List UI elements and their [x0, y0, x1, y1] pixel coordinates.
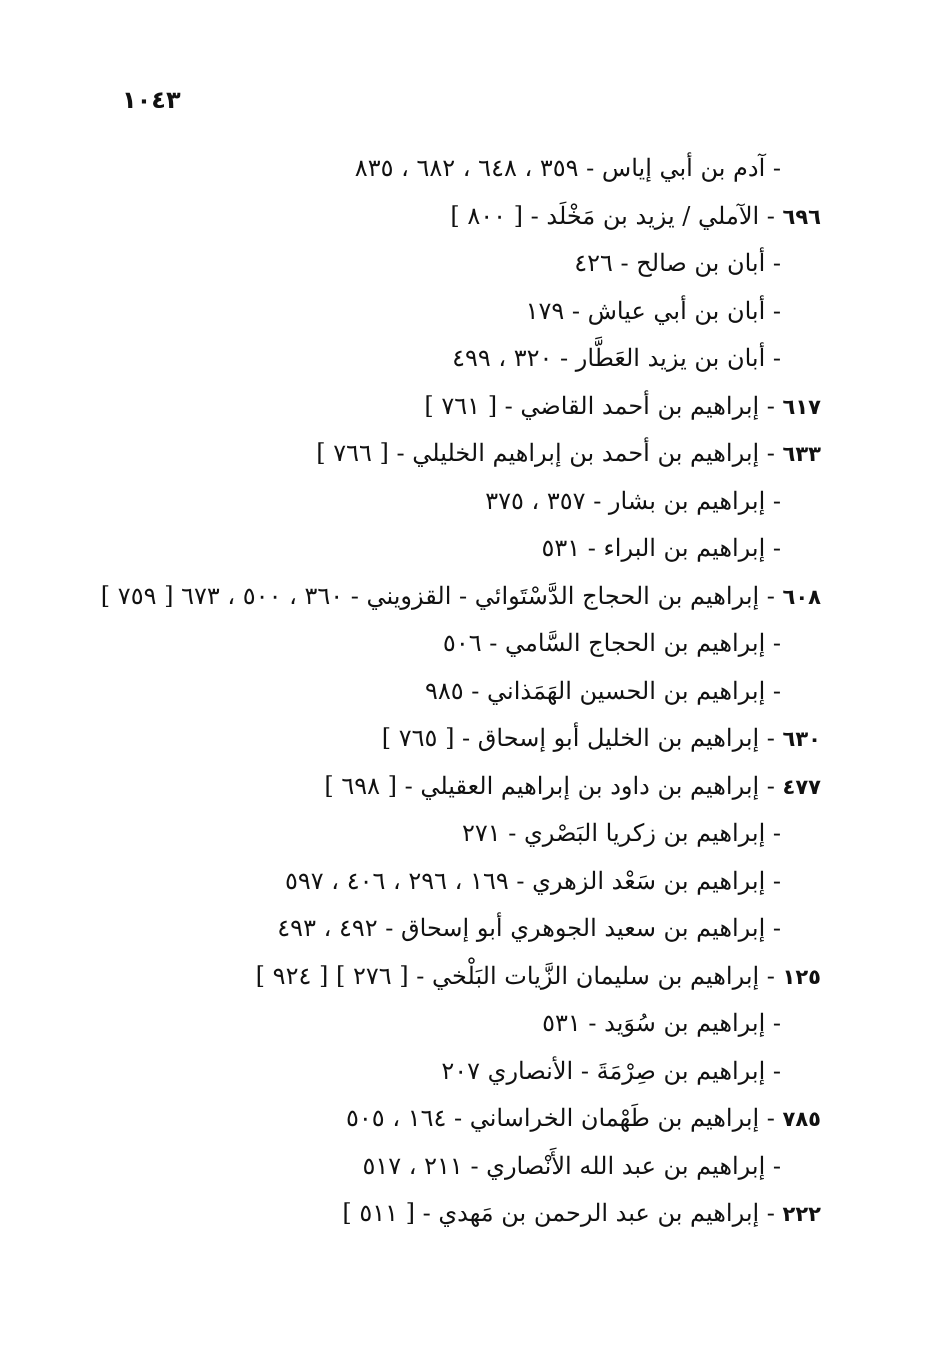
entry-text: - أبان بن أبي عياش - ١٧٩	[525, 296, 781, 325]
entry-text: - إبراهيم بن عبد الرحمن بن مَهدي - [ ٥١١ ]	[342, 1199, 783, 1227]
entry-text: - إبراهيم بن الحجاج الدَّسْتَوائي - القزويني - ٣٦٠ ، ٥٠٠ ، ٦٧٣ [ ٧٥٩ ]	[100, 581, 783, 610]
entry-text: - إبراهيم بن سليمان الزَّيات البَلْخي - [ ٢٧٦ ] [ ٩٢٤ ]	[255, 961, 783, 990]
index-entry	[41, 668, 821, 716]
entry-text: - إبراهيم بن طَهْمان الخراساني - ١٦٤ ، ٥٠٥	[346, 1104, 783, 1132]
entry-text: - إبراهيم بن سَعْد الزهري - ١٦٩ ، ٢٩٦ ، ٤٠٦ ، ٥٩٧	[285, 866, 781, 895]
index-entry	[41, 193, 821, 241]
index-entry	[41, 953, 821, 1001]
entry-text: - إبراهيم بن أحمد بن إبراهيم الخليلي - [ ٧٦٦ ]	[316, 439, 783, 467]
entry-text: - إبراهيم بن داود بن إبراهيم العقيلي - [ ٦٩٨ ]	[324, 771, 783, 800]
entry-number: ٦١٧	[782, 394, 821, 419]
index-entry	[41, 715, 821, 763]
index-entry	[41, 573, 821, 621]
entry-text: - إبراهيم بن زكريا البَصْري - ٢٧١	[461, 819, 781, 847]
index-entry	[41, 858, 821, 906]
index-entry	[41, 335, 821, 383]
index-entry	[41, 145, 821, 193]
entry-text: - إبراهيم بن الحجاج السَّامي - ٥٠٦	[442, 629, 781, 657]
entry-number: ٧٨٥	[782, 1107, 821, 1131]
index-entry	[41, 1000, 821, 1048]
entry-text: - إبراهيم بن الحسين الهَمَذاني - ٩٨٥	[424, 676, 781, 705]
index-entry	[41, 905, 821, 953]
entry-number: ٤٧٧	[782, 774, 821, 799]
index-entry	[41, 525, 821, 573]
entry-text: - إبراهيم بن صِرْمَةَ - الأنصاري ٢٠٧	[441, 1056, 781, 1085]
entry-number: ٦٣٠	[782, 727, 821, 751]
index-entry	[41, 383, 821, 431]
index-entry	[41, 240, 821, 288]
entry-number: ١٢٥	[782, 964, 821, 989]
entry-text: - إبراهيم بن سعيد الجوهري أبو إسحاق - ٤٩٢ ، ٤٩٣	[277, 914, 781, 942]
index-entry	[41, 1095, 821, 1143]
entry-number: ٦٣٣	[782, 442, 821, 466]
index-entry	[41, 478, 821, 526]
entry-text: - أبان بن صالح - ٤٢٦	[574, 249, 781, 277]
index-entry	[41, 810, 821, 858]
index-entry	[41, 1143, 821, 1191]
index-entry	[41, 620, 821, 668]
entry-text: - إبراهيم بن سُوَيد - ٥٣١	[542, 1009, 781, 1037]
entry-text: - الآملي / يزيد بن مَخْلَد - [ ٨٠٠ ]	[450, 201, 783, 230]
index-entry	[41, 430, 821, 478]
entry-text: - إبراهيم بن أحمد القاضي - [ ٧٦١ ]	[424, 391, 783, 420]
entry-text: - أبان بن يزيد العَطَّار - ٣٢٠ ، ٤٩٩	[452, 344, 781, 372]
entry-number: ٦٩٦	[782, 204, 821, 229]
entry-text: - آدم بن أبي إياس - ٣٥٩ ، ٦٤٨ ، ٦٨٢ ، ٨٣٥	[354, 154, 781, 182]
entry-number: ٦٠٨	[782, 584, 821, 609]
entry-text: - إبراهيم بن الخليل أبو إسحاق - [ ٧٦٥ ]	[381, 724, 783, 752]
index-entries-list	[41, 145, 821, 1238]
index-entry	[41, 1048, 821, 1096]
entry-number: ٢٢٢	[782, 1202, 821, 1226]
index-entry	[41, 763, 821, 811]
index-entry	[41, 288, 821, 336]
page-number: ١٠٤٣	[122, 86, 181, 114]
entry-text: - إبراهيم بن عبد الله الأَنْصاري - ٢١١ ، ٥١٧	[362, 1151, 781, 1180]
entry-text: - إبراهيم بن البراء - ٥٣١	[541, 534, 781, 562]
entry-text: - إبراهيم بن بشار - ٣٥٧ ، ٣٧٥	[485, 486, 781, 515]
index-entry	[41, 1190, 821, 1238]
